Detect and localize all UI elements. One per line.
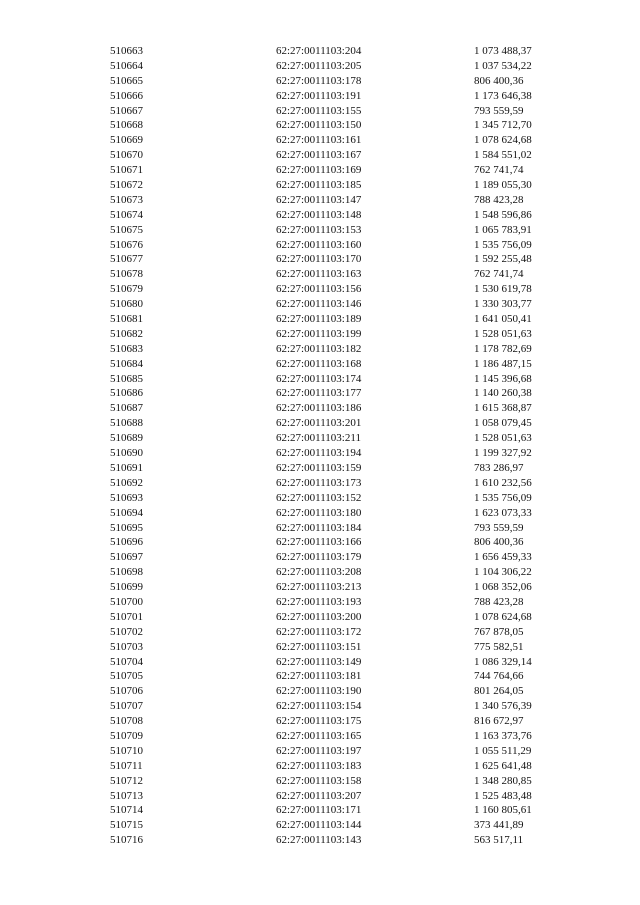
cadastral-number-cell: 62:27:0011103:178 xyxy=(276,74,362,87)
cadastral-number-cell: 62:27:0011103:180 xyxy=(276,506,362,519)
cadastral-number-cell: 62:27:0011103:213 xyxy=(276,581,362,594)
cadastral-value-cell: 1 173 646,38 xyxy=(474,89,532,102)
cadastral-number-cell: 62:27:0011103:207 xyxy=(276,789,362,802)
row-number-cell: 510676 xyxy=(110,238,143,251)
cadastral-number-cell: 62:27:0011103:185 xyxy=(276,179,362,192)
table-row xyxy=(110,803,590,818)
table-row xyxy=(110,148,590,163)
row-number-cell: 510700 xyxy=(110,595,143,608)
row-number-cell: 510666 xyxy=(110,89,143,102)
cadastral-number-cell: 62:27:0011103:171 xyxy=(276,804,362,817)
table-row xyxy=(110,208,590,223)
cadastral-number-cell: 62:27:0011103:191 xyxy=(276,89,362,102)
table-row xyxy=(110,74,590,89)
row-number-cell: 510669 xyxy=(110,134,143,147)
cadastral-number-cell: 62:27:0011103:174 xyxy=(276,372,362,385)
cadastral-value-cell: 1 178 782,69 xyxy=(474,342,532,355)
cadastral-number-cell: 62:27:0011103:177 xyxy=(276,387,362,400)
table-row xyxy=(110,133,590,148)
cadastral-number-cell: 62:27:0011103:182 xyxy=(276,342,362,355)
cadastral-number-cell: 62:27:0011103:159 xyxy=(276,461,362,474)
table-row xyxy=(110,401,590,416)
cadastral-value-cell: 1 140 260,38 xyxy=(474,387,532,400)
cadastral-number-cell: 62:27:0011103:149 xyxy=(276,655,362,668)
cadastral-number-cell: 62:27:0011103:179 xyxy=(276,551,362,564)
table-row xyxy=(110,699,590,714)
row-number-cell: 510675 xyxy=(110,223,143,236)
table-row xyxy=(110,252,590,267)
cadastral-number-cell: 62:27:0011103:205 xyxy=(276,59,362,72)
row-number-cell: 510671 xyxy=(110,164,143,177)
cadastral-value-cell: 783 286,97 xyxy=(474,461,524,474)
row-number-cell: 510689 xyxy=(110,432,143,445)
table-row xyxy=(110,461,590,476)
cadastral-value-cell: 1 330 303,77 xyxy=(474,298,532,311)
cadastral-number-cell: 62:27:0011103:204 xyxy=(276,45,362,57)
cadastral-number-cell: 62:27:0011103:166 xyxy=(276,536,362,549)
table-row xyxy=(110,416,590,431)
table-row xyxy=(110,550,590,565)
table-row xyxy=(110,357,590,372)
cadastral-value-cell: 816 672,97 xyxy=(474,715,524,728)
table-row xyxy=(110,446,590,461)
table-row xyxy=(110,163,590,178)
cadastral-number-cell: 62:27:0011103:190 xyxy=(276,685,362,698)
cadastral-number-cell: 62:27:0011103:199 xyxy=(276,327,362,340)
cadastral-value-cell: 1 345 712,70 xyxy=(474,119,532,132)
row-number-cell: 510667 xyxy=(110,104,143,117)
cadastral-value-cell: 806 400,36 xyxy=(474,536,524,549)
table-row xyxy=(110,759,590,774)
cadastral-number-cell: 62:27:0011103:147 xyxy=(276,193,362,206)
cadastral-number-cell: 62:27:0011103:151 xyxy=(276,640,362,653)
table-row xyxy=(110,506,590,521)
table-row xyxy=(110,223,590,238)
table-row xyxy=(110,282,590,297)
cadastral-value-cell: 1 058 079,45 xyxy=(474,417,532,430)
table-row xyxy=(110,342,590,357)
cadastral-value-cell: 1 104 306,22 xyxy=(474,566,532,579)
cadastral-number-cell: 62:27:0011103:143 xyxy=(276,834,362,847)
cadastral-number-cell: 62:27:0011103:183 xyxy=(276,759,362,772)
cadastral-number-cell: 62:27:0011103:170 xyxy=(276,253,362,266)
table-row xyxy=(110,744,590,759)
row-number-cell: 510681 xyxy=(110,313,143,326)
table-row xyxy=(110,833,590,848)
cadastral-value-cell: 1 525 483,48 xyxy=(474,789,532,802)
cadastral-value-cell: 373 441,89 xyxy=(474,819,524,832)
row-number-cell: 510697 xyxy=(110,551,143,564)
cadastral-value-cell: 1 078 624,68 xyxy=(474,610,532,623)
cadastral-value-cell: 1 078 624,68 xyxy=(474,134,532,147)
cadastral-value-cell: 1 065 783,91 xyxy=(474,223,532,236)
table-row xyxy=(110,312,590,327)
cadastral-number-cell: 62:27:0011103:158 xyxy=(276,774,362,787)
cadastral-number-cell: 62:27:0011103:155 xyxy=(276,104,362,117)
table-row xyxy=(110,491,590,506)
cadastral-number-cell: 62:27:0011103:163 xyxy=(276,268,362,281)
row-number-cell: 510706 xyxy=(110,685,143,698)
cadastral-value-cell: 1 535 756,09 xyxy=(474,491,532,504)
row-number-cell: 510691 xyxy=(110,461,143,474)
table-row xyxy=(110,684,590,699)
table-row xyxy=(110,595,590,610)
row-number-cell: 510709 xyxy=(110,729,143,742)
row-number-cell: 510692 xyxy=(110,476,143,489)
row-number-cell: 510710 xyxy=(110,744,143,757)
cadastral-value-cell: 744 764,66 xyxy=(474,670,524,683)
row-number-cell: 510685 xyxy=(110,372,143,385)
cadastral-value-cell: 1 641 050,41 xyxy=(474,313,532,326)
row-number-cell: 510693 xyxy=(110,491,143,504)
cadastral-number-cell: 62:27:0011103:193 xyxy=(276,595,362,608)
row-number-cell: 510683 xyxy=(110,342,143,355)
row-number-cell: 510665 xyxy=(110,74,143,87)
cadastral-number-cell: 62:27:0011103:168 xyxy=(276,357,362,370)
table-row xyxy=(110,669,590,684)
row-number-cell: 510699 xyxy=(110,581,143,594)
table-row xyxy=(110,118,590,133)
cadastral-number-cell: 62:27:0011103:201 xyxy=(276,417,362,430)
cadastral-number-cell: 62:27:0011103:144 xyxy=(276,819,362,832)
table-row xyxy=(110,297,590,312)
row-number-cell: 510688 xyxy=(110,417,143,430)
cadastral-number-cell: 62:27:0011103:160 xyxy=(276,238,362,251)
cadastral-number-cell: 62:27:0011103:197 xyxy=(276,744,362,757)
cadastral-value-cell: 1 530 619,78 xyxy=(474,283,532,296)
row-number-cell: 510696 xyxy=(110,536,143,549)
row-number-cell: 510684 xyxy=(110,357,143,370)
cadastral-value-cell: 1 615 368,87 xyxy=(474,402,532,415)
cadastral-number-cell: 62:27:0011103:146 xyxy=(276,298,362,311)
cadastral-number-cell: 62:27:0011103:211 xyxy=(276,432,361,445)
cadastral-number-cell: 62:27:0011103:153 xyxy=(276,223,362,236)
cadastral-value-cell: 1 528 051,63 xyxy=(474,432,532,445)
cadastral-number-cell: 62:27:0011103:152 xyxy=(276,491,362,504)
cadastral-value-cell: 788 423,28 xyxy=(474,595,524,608)
table-row xyxy=(110,610,590,625)
row-number-cell: 510695 xyxy=(110,521,143,534)
row-number-cell: 510668 xyxy=(110,119,143,132)
cadastral-value-cell: 1 623 073,33 xyxy=(474,506,532,519)
cadastral-value-cell: 767 878,05 xyxy=(474,625,524,638)
cadastral-number-cell: 62:27:0011103:208 xyxy=(276,566,362,579)
table-row xyxy=(110,521,590,536)
cadastral-value-cell: 1 189 055,30 xyxy=(474,179,532,192)
cadastral-number-cell: 62:27:0011103:200 xyxy=(276,610,362,623)
table-row xyxy=(110,714,590,729)
table-row xyxy=(110,774,590,789)
row-number-cell: 510694 xyxy=(110,506,143,519)
cadastral-value-cell: 1 340 576,39 xyxy=(474,700,532,713)
cadastral-number-cell: 62:27:0011103:181 xyxy=(276,670,362,683)
table-row xyxy=(110,386,590,401)
cadastral-value-cell: 1 068 352,06 xyxy=(474,581,532,594)
row-number-cell: 510715 xyxy=(110,819,143,832)
row-number-cell: 510702 xyxy=(110,625,143,638)
row-number-cell: 510703 xyxy=(110,640,143,653)
cadastral-number-cell: 62:27:0011103:165 xyxy=(276,729,362,742)
cadastral-value-cell: 563 517,11 xyxy=(474,834,524,847)
cadastral-value-cell: 1 055 511,29 xyxy=(474,744,532,757)
table-row xyxy=(110,476,590,491)
row-number-cell: 510712 xyxy=(110,774,143,787)
table-row xyxy=(110,89,590,104)
cadastral-value-cell: 1 145 396,68 xyxy=(474,372,532,385)
cadastral-value-cell: 801 264,05 xyxy=(474,685,524,698)
row-number-cell: 510670 xyxy=(110,149,143,162)
cadastral-value-cell: 806 400,36 xyxy=(474,74,524,87)
row-number-cell: 510698 xyxy=(110,566,143,579)
row-number-cell: 510682 xyxy=(110,327,143,340)
row-number-cell: 510663 xyxy=(110,45,143,57)
cadastral-number-cell: 62:27:0011103:186 xyxy=(276,402,362,415)
row-number-cell: 510678 xyxy=(110,268,143,281)
row-number-cell: 510716 xyxy=(110,834,143,847)
table-row xyxy=(110,193,590,208)
table-row xyxy=(110,327,590,342)
cadastral-number-cell: 62:27:0011103:184 xyxy=(276,521,362,534)
row-number-cell: 510705 xyxy=(110,670,143,683)
table-row xyxy=(110,789,590,804)
row-number-cell: 510701 xyxy=(110,610,143,623)
cadastral-value-cell: 1 535 756,09 xyxy=(474,238,532,251)
row-number-cell: 510672 xyxy=(110,179,143,192)
cadastral-value-cell: 793 559,59 xyxy=(474,521,524,534)
cadastral-value-cell: 1 592 255,48 xyxy=(474,253,532,266)
table-row xyxy=(110,238,590,253)
table-row xyxy=(110,372,590,387)
row-number-cell: 510664 xyxy=(110,59,143,72)
row-number-cell: 510673 xyxy=(110,193,143,206)
cadastral-number-cell: 62:27:0011103:161 xyxy=(276,134,362,147)
cadastral-value-cell: 1 073 488,37 xyxy=(474,45,532,57)
table-row xyxy=(110,580,590,595)
table-row xyxy=(110,655,590,670)
table-row xyxy=(110,267,590,282)
cadastral-value-cell: 762 741,74 xyxy=(474,164,524,177)
cadastral-number-cell: 62:27:0011103:154 xyxy=(276,700,362,713)
cadastral-value-cell: 788 423,28 xyxy=(474,193,524,206)
row-number-cell: 510680 xyxy=(110,298,143,311)
row-number-cell: 510677 xyxy=(110,253,143,266)
cadastral-value-cell: 1 528 051,63 xyxy=(474,327,532,340)
cadastral-number-cell: 62:27:0011103:175 xyxy=(276,715,362,728)
cadastral-number-cell: 62:27:0011103:156 xyxy=(276,283,362,296)
table-row xyxy=(110,104,590,119)
row-number-cell: 510708 xyxy=(110,715,143,728)
cadastral-value-cell: 1 199 327,92 xyxy=(474,447,532,460)
table-row xyxy=(110,431,590,446)
table-row xyxy=(110,535,590,550)
cadastral-number-cell: 62:27:0011103:169 xyxy=(276,164,362,177)
cadastral-value-cell: 1 160 805,61 xyxy=(474,804,532,817)
cadastral-value-cell: 775 582,51 xyxy=(474,640,524,653)
cadastral-value-cell: 762 741,74 xyxy=(474,268,524,281)
row-number-cell: 510686 xyxy=(110,387,143,400)
table-row xyxy=(110,625,590,640)
cadastral-number-cell: 62:27:0011103:167 xyxy=(276,149,362,162)
cadastral-number-cell: 62:27:0011103:194 xyxy=(276,447,362,460)
row-number-cell: 510687 xyxy=(110,402,143,415)
cadastral-value-cell: 793 559,59 xyxy=(474,104,524,117)
table-row xyxy=(110,640,590,655)
cadastral-number-cell: 62:27:0011103:173 xyxy=(276,476,362,489)
row-number-cell: 510679 xyxy=(110,283,143,296)
row-number-cell: 510704 xyxy=(110,655,143,668)
cadastral-value-table xyxy=(110,44,590,848)
cadastral-value-cell: 1 348 280,85 xyxy=(474,774,532,787)
row-number-cell: 510707 xyxy=(110,700,143,713)
table-row xyxy=(110,818,590,833)
cadastral-number-cell: 62:27:0011103:189 xyxy=(276,313,362,326)
cadastral-number-cell: 62:27:0011103:148 xyxy=(276,208,362,221)
row-number-cell: 510674 xyxy=(110,208,143,221)
cadastral-value-cell: 1 625 641,48 xyxy=(474,759,532,772)
row-number-cell: 510714 xyxy=(110,804,143,817)
row-number-cell: 510713 xyxy=(110,789,143,802)
table-row xyxy=(110,729,590,744)
cadastral-value-cell: 1 163 373,76 xyxy=(474,729,532,742)
cadastral-number-cell: 62:27:0011103:172 xyxy=(276,625,362,638)
cadastral-value-cell: 1 548 596,86 xyxy=(474,208,532,221)
row-number-cell: 510690 xyxy=(110,447,143,460)
table-row xyxy=(110,44,590,59)
cadastral-value-cell: 1 656 459,33 xyxy=(474,551,532,564)
table-row xyxy=(110,178,590,193)
cadastral-value-cell: 1 086 329,14 xyxy=(474,655,532,668)
cadastral-number-cell: 62:27:0011103:150 xyxy=(276,119,362,132)
table-row xyxy=(110,59,590,74)
cadastral-value-cell: 1 186 487,15 xyxy=(474,357,532,370)
table-row xyxy=(110,565,590,580)
cadastral-value-cell: 1 584 551,02 xyxy=(474,149,532,162)
row-number-cell: 510711 xyxy=(110,759,143,772)
cadastral-value-cell: 1 037 534,22 xyxy=(474,59,532,72)
cadastral-value-cell: 1 610 232,56 xyxy=(474,476,532,489)
